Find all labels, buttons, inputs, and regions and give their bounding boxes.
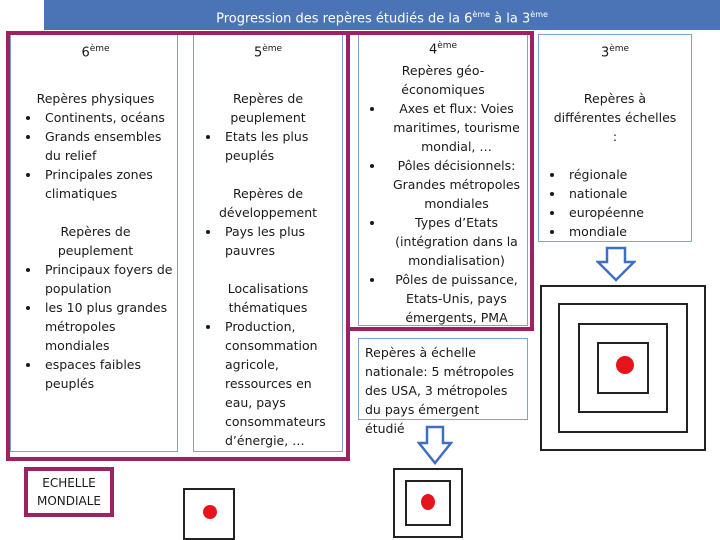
col5-section2-list <box>198 222 338 260</box>
list-item: • Etats les plus peuplés <box>221 127 338 165</box>
title-bar <box>44 0 720 30</box>
list-item: • Pôles de puissance, Etats-Unis, pays émergents, PMA <box>385 270 524 327</box>
col4-section1-list <box>362 99 524 327</box>
echelle-mondiale-box: ECHELLE MONDIALE <box>24 467 114 517</box>
red-dot-icon <box>203 505 217 519</box>
grade-3: 3ème <box>600 44 630 61</box>
list-item: • mondiale <box>565 222 688 241</box>
title-prefix: Progression des repères étudiés de la 6 <box>216 11 473 27</box>
col5-section1-title: Repères de peuplement <box>230 91 306 126</box>
list-item: • régionale <box>565 165 688 184</box>
col6-section2-title: Repères de peuplement <box>57 224 134 259</box>
list-item: • espaces faibles peuplés <box>41 355 173 393</box>
col4-section1-title: Repères géo-économiques <box>401 63 485 98</box>
down-arrow-icon <box>596 246 636 282</box>
col3 <box>542 40 688 241</box>
echelle-nationale-box: Repères à échelle nationale: 5 métropoles des USA, 3 métropoles du pays émergent étudié <box>358 338 528 420</box>
col6-section1-title: Repères physiques <box>36 91 155 107</box>
list-item: • Pôles décisionnels: Grandes métropoles mondiales <box>385 156 524 213</box>
list-item: • Principaux foyers de population <box>41 260 173 298</box>
grade-6: 6ème <box>81 44 110 61</box>
col5-section3-list <box>198 317 338 450</box>
col5 <box>198 40 338 450</box>
title-sup-2: ème <box>530 10 548 19</box>
list-item: • Axes et flux: Voies maritimes, tourisme mondial, … <box>385 99 524 156</box>
col4 <box>362 37 524 327</box>
list-item: • Pays les plus pauvres <box>221 222 338 260</box>
down-arrow-icon <box>417 425 453 465</box>
col3-section1-title: Repères à différentes échelles : <box>553 91 677 145</box>
list-item: • Principales zones climatiques <box>41 165 173 203</box>
list-item: • Grands ensembles du relief <box>41 127 173 165</box>
col6-section1-list <box>18 108 173 203</box>
list-item: • nationale <box>565 184 688 203</box>
col6 <box>18 40 173 393</box>
list-item: • Production, consommation agricole, ressources en eau, pays consommateurs d’énergie, … <box>221 317 338 450</box>
col5-section3-title: Localisations thématiques <box>227 281 309 316</box>
col5-section2-title: Repères de développement <box>218 186 318 221</box>
list-item: • Continents, océans <box>41 108 173 127</box>
red-dot-icon <box>421 494 435 510</box>
title-sup-1: ème <box>472 10 491 19</box>
title-middle: à la 3 <box>490 11 531 27</box>
list-item: • Types d’Etats (intégration dans la mondialisation) <box>385 213 524 270</box>
grade-4: 4ème <box>428 41 458 58</box>
list-item: • européenne <box>565 203 688 222</box>
list-item: • les 10 plus grandes métropoles mondiales <box>41 298 173 355</box>
col3-section1-list <box>542 165 688 241</box>
col5-section1-list <box>198 127 338 165</box>
col6-section2-list <box>18 260 173 393</box>
grade-5: 5ème <box>253 44 283 61</box>
red-dot-icon <box>616 356 634 374</box>
